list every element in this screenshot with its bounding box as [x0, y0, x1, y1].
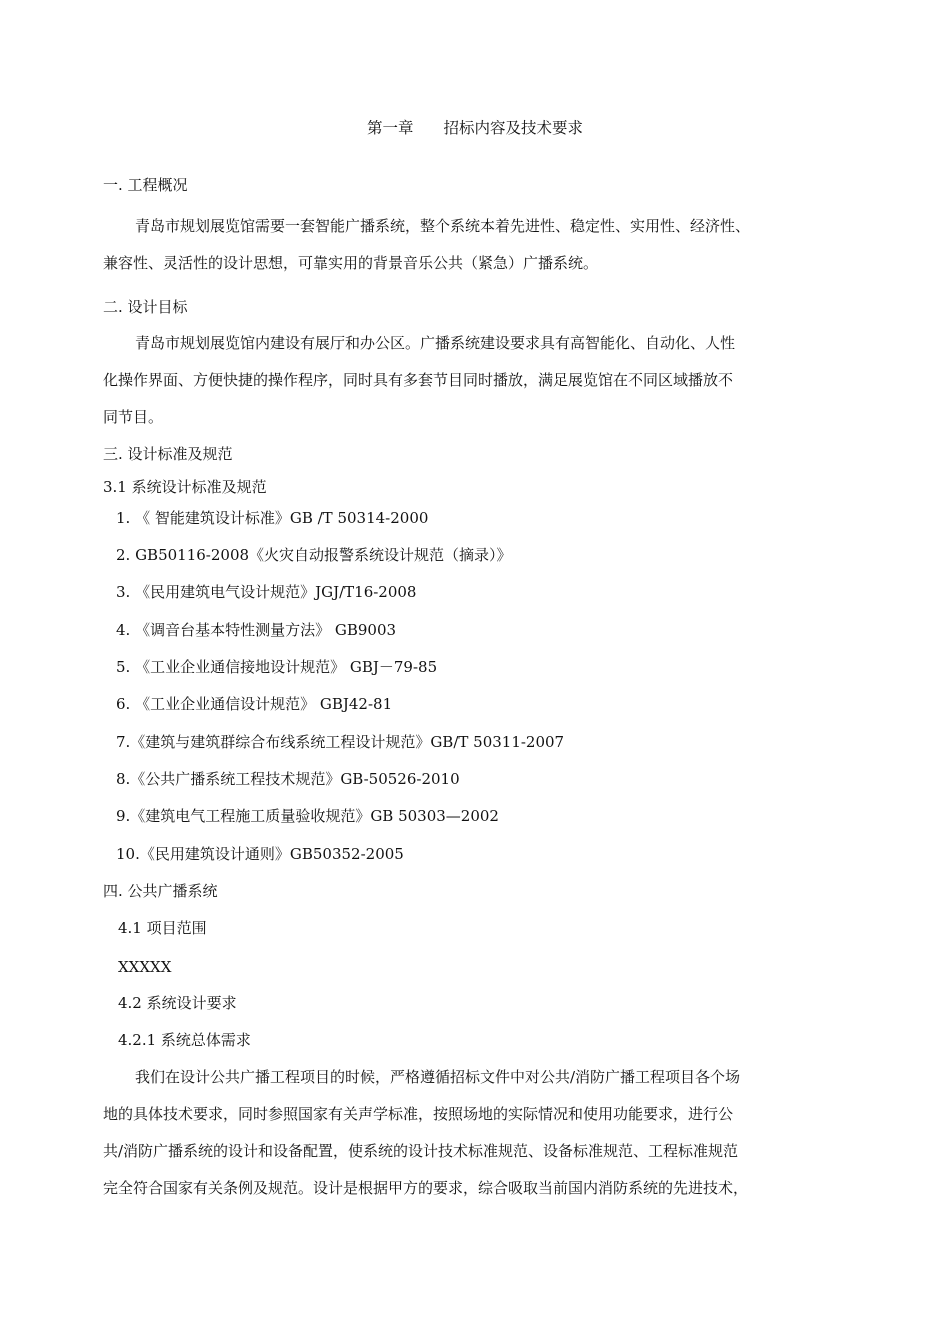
- paragraph-line: 我们在设计公共广播工程项目的时候，严格遵循招标文件中对公共/消防广播工程项目各个场: [135, 1068, 741, 1086]
- section-4-2-1-paragraph: [103, 1067, 809, 1215]
- paragraph-line: 青岛市规划展览馆内建设有展厅和办公区。广播系统建设要求具有高智能化、自动化、人性: [135, 334, 736, 352]
- section-heading-4-2-1: 4.2.1 系统总体需求: [118, 1031, 251, 1049]
- section-2-paragraph: [103, 333, 809, 444]
- section-heading-4: 四. 公共广播系统: [103, 882, 218, 900]
- standard-item: 2. GB50116-2008《火灾自动报警系统设计规范（摘录）》: [116, 546, 512, 564]
- chapter-title: [0, 118, 950, 138]
- section-heading-2: 二. 设计目标: [103, 298, 188, 316]
- standard-item: 10.《民用建筑设计通则》GB50352-2005: [116, 845, 404, 863]
- paragraph-line: 化操作界面、方便快捷的操作程序，同时具有多套节目同时播放，满足展览馆在不同区域播放不: [103, 371, 734, 389]
- standard-item: 6. 《工业企业通信设计规范》 GBJ42-81: [116, 695, 393, 713]
- paragraph-line: 地的具体技术要求，同时参照国家有关声学标准，按照场地的实际情况和使用功能要求，进行公: [103, 1105, 734, 1123]
- standard-item: 8.《公共广播系统工程技术规范》GB-50526-2010: [116, 770, 460, 788]
- standard-item: 3. 《民用建筑电气设计规范》JGJ/T16-2008: [116, 583, 417, 601]
- paragraph-line: 青岛市规划展览馆需要一套智能广播系统，整个系统本着先进性、稳定性、实用性、经济性、: [135, 217, 751, 235]
- standard-item: 9.《建筑电气工程施工质量验收规范》GB 50303—2002: [116, 807, 499, 825]
- section-heading-1: 一. 工程概况: [103, 176, 188, 194]
- standard-item: 5. 《工业企业通信接地设计规范》 GBJ－79-85: [116, 658, 438, 676]
- paragraph-line: 完全符合国家有关条例及规范。设计是根据甲方的要求，综合吸取当前国内消防系统的先进技术，: [103, 1179, 749, 1197]
- paragraph-line: 同节目。: [103, 408, 164, 426]
- section-heading-4-1: 4.1 项目范围: [118, 919, 207, 937]
- paragraph-line: 兼容性、灵活性的设计思想，可靠实用的背景音乐公共（紧急）广播系统。: [103, 254, 599, 272]
- section-4-1-body: XXXXX: [118, 958, 172, 976]
- paragraph-line: 共/消防广播系统的设计和设备配置，使系统的设计技术标准规范、设备标准规范、工程标准规范: [103, 1142, 739, 1160]
- section-1-paragraph: [103, 216, 809, 290]
- standard-item: 4. 《调音台基本特性测量方法》 GB9003: [116, 621, 397, 639]
- standard-item: 7.《建筑与建筑群综合布线系统工程设计规范》GB/T 50311-2007: [116, 733, 565, 751]
- section-heading-3: 三. 设计标准及规范: [103, 445, 233, 463]
- section-heading-3-1: 3.1 系统设计标准及规范: [103, 478, 267, 496]
- chapter-name: 招标内容及技术要求: [443, 119, 584, 137]
- section-heading-4-2: 4.2 系统设计要求: [118, 994, 237, 1012]
- chapter-number: 第一章: [366, 119, 414, 137]
- standard-item: 1. 《 智能建筑设计标准》GB /T 50314-2000: [116, 509, 429, 527]
